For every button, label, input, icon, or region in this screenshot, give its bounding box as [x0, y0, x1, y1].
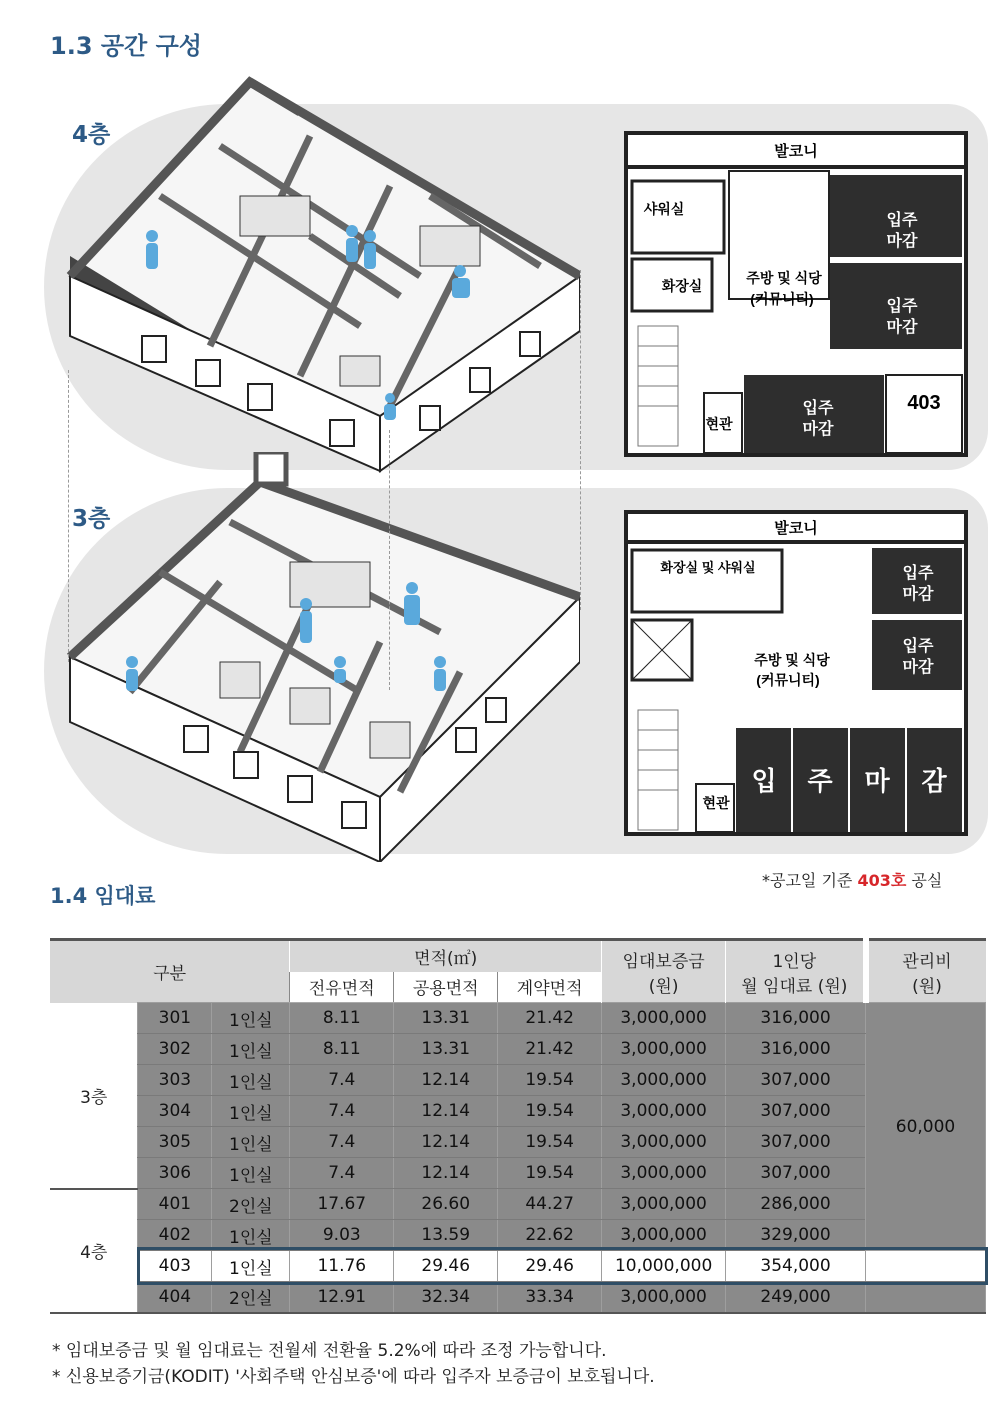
cell-room: 401 — [138, 1189, 212, 1220]
header-contract: 계약면적 — [498, 972, 602, 1003]
plan4-closed-b-1: 입주 — [886, 298, 918, 315]
cell-rent: 316,000 — [726, 1003, 866, 1034]
header-category: 구분 — [50, 940, 290, 1003]
cell-rent: 307,000 — [726, 1158, 866, 1189]
cell-exclusive: 11.76 — [290, 1251, 394, 1282]
cell-common: 29.46 — [394, 1251, 498, 1282]
guide-line-left — [68, 370, 69, 662]
cell-type: 1인실 — [212, 1220, 290, 1251]
footnote-1: * 임대보증금 및 월 임대료는 전월세 전환율 5.2%에 따라 조정 가능합니다. — [52, 1341, 607, 1361]
floor-3-isometric-drawing — [60, 452, 580, 862]
plan4-closed-c-1: 입주 — [802, 400, 834, 417]
header-area: 면적(㎡) — [290, 940, 602, 972]
plan3-community-label: (커뮤니티) — [756, 672, 820, 688]
cell-deposit: 3,000,000 — [602, 1158, 726, 1189]
table-row — [50, 1158, 986, 1189]
section-title-rent: 1.4 임대료 — [50, 884, 156, 908]
cell-rent: 307,000 — [726, 1065, 866, 1096]
cell-contract: 19.54 — [498, 1127, 602, 1158]
plan3-closed-a-2: 마감 — [902, 586, 934, 603]
plan3-closed-char-1: 입 — [751, 766, 777, 796]
cell-contract: 19.54 — [498, 1065, 602, 1096]
header-rent: 1인당 월 임대료 (원) — [726, 940, 866, 1003]
table-row-highlighted — [50, 1251, 986, 1282]
cell-exclusive: 7.4 — [290, 1096, 394, 1127]
cell-type: 1인실 — [212, 1065, 290, 1096]
floor-3-cell: 3층 — [50, 1003, 138, 1189]
cell-contract: 21.42 — [498, 1034, 602, 1065]
floor-4-isometric-drawing — [60, 76, 580, 476]
plan4-kitchen-label: 주방 및 식당 — [746, 270, 822, 286]
cell-common: 12.14 — [394, 1096, 498, 1127]
cell-rent: 307,000 — [726, 1127, 866, 1158]
floor-4-cell: 4층 — [50, 1189, 138, 1313]
cell-room: 305 — [138, 1127, 212, 1158]
floor-3-label: 3층 — [72, 506, 111, 532]
plan4-balcony-label: 발코니 — [774, 143, 818, 160]
cell-deposit: 3,000,000 — [602, 1220, 726, 1251]
cell-rent: 316,000 — [726, 1034, 866, 1065]
cell-room: 404 — [138, 1282, 212, 1313]
header-common: 공용면적 — [394, 972, 498, 1003]
floor-4-label: 4층 — [72, 122, 111, 148]
cell-common: 12.14 — [394, 1158, 498, 1189]
plan4-vacant-room-label: 403 — [907, 392, 941, 414]
header-exclusive: 전유면적 — [290, 972, 394, 1003]
cell-deposit: 3,000,000 — [602, 1003, 726, 1034]
plan3-closed-a-1: 입주 — [902, 565, 934, 582]
plan3-closed-b-1: 입주 — [902, 638, 934, 655]
cell-deposit: 10,000,000 — [602, 1251, 726, 1282]
footnote-2: * 신용보증기금(KODIT) '사회주택 안심보증'에 따라 입주자 보증금이 보호됩니다. — [52, 1367, 655, 1387]
cell-rent: 286,000 — [726, 1189, 866, 1220]
cell-common: 12.14 — [394, 1065, 498, 1096]
cell-room: 303 — [138, 1065, 212, 1096]
floor-4-plan — [624, 131, 968, 457]
plan3-closed-char-2: 주 — [807, 766, 833, 796]
cell-common: 13.31 — [394, 1034, 498, 1065]
cell-exclusive: 7.4 — [290, 1065, 394, 1096]
cell-common: 13.31 — [394, 1003, 498, 1034]
cell-contract: 21.42 — [498, 1003, 602, 1034]
header-deposit: 임대보증금 (원) — [602, 940, 726, 1003]
table-row — [50, 1003, 986, 1034]
cell-deposit: 3,000,000 — [602, 1189, 726, 1220]
table-row — [50, 1220, 986, 1251]
vacancy-note — [762, 868, 942, 891]
cell-type: 2인실 — [212, 1282, 290, 1313]
cell-type: 1인실 — [212, 1003, 290, 1034]
cell-rent: 354,000 — [726, 1251, 866, 1282]
vacancy-note-suffix: 공실 — [906, 871, 943, 890]
table-row — [50, 1096, 986, 1127]
cell-contract: 29.46 — [498, 1251, 602, 1282]
plan3-closed-b-2: 마감 — [902, 659, 934, 676]
cell-type: 1인실 — [212, 1096, 290, 1127]
cell-contract: 19.54 — [498, 1158, 602, 1189]
plan4-closed-a-1: 입주 — [886, 212, 918, 229]
cell-type: 1인실 — [212, 1127, 290, 1158]
plan3-balcony-label: 발코니 — [774, 520, 818, 537]
cell-deposit: 3,000,000 — [602, 1065, 726, 1096]
guide-line-middle — [389, 430, 390, 690]
cell-type: 1인실 — [212, 1034, 290, 1065]
plan3-toilet-shower-label: 화장실 및 샤워실 — [660, 560, 756, 575]
vacancy-note-prefix: *공고일 기준 — [762, 871, 858, 890]
cell-exclusive: 9.03 — [290, 1220, 394, 1251]
plan4-closed-a-2: 마감 — [886, 233, 918, 250]
plan4-entrance-label: 현관 — [705, 416, 733, 432]
plan4-community-label: (커뮤니티) — [750, 291, 814, 307]
cell-room: 302 — [138, 1034, 212, 1065]
cell-room: 304 — [138, 1096, 212, 1127]
fee-cell: 60,000 — [866, 1003, 986, 1251]
plan3-kitchen-label: 주방 및 식당 — [754, 652, 830, 668]
table-row — [50, 1034, 986, 1065]
cell-rent: 307,000 — [726, 1096, 866, 1127]
plan4-shower-label: 샤워실 — [643, 201, 685, 217]
plan4-toilet-label: 화장실 — [661, 278, 703, 294]
plan3-closed-char-3: 마 — [864, 766, 890, 796]
table-row — [50, 1282, 986, 1313]
cell-room: 403 — [138, 1251, 212, 1282]
cell-room: 301 — [138, 1003, 212, 1034]
cell-type: 2인실 — [212, 1189, 290, 1220]
table-row — [50, 1065, 986, 1096]
rent-table — [50, 938, 986, 1314]
cell-type: 1인실 — [212, 1251, 290, 1282]
section-title-space: 1.3 공간 구성 — [50, 32, 202, 60]
cell-common: 26.60 — [394, 1189, 498, 1220]
plan3-entrance-label: 현관 — [702, 795, 730, 811]
cell-exclusive: 17.67 — [290, 1189, 394, 1220]
vacancy-room: 403호 — [857, 871, 907, 890]
plan4-closed-b-2: 마감 — [886, 319, 918, 336]
cell-rent: 249,000 — [726, 1282, 866, 1313]
cell-contract: 33.34 — [498, 1282, 602, 1313]
cell-deposit: 3,000,000 — [602, 1282, 726, 1313]
table-row — [50, 1127, 986, 1158]
fee-cell-blank-last — [866, 1282, 986, 1313]
cell-type: 1인실 — [212, 1158, 290, 1189]
cell-contract: 19.54 — [498, 1096, 602, 1127]
cell-exclusive: 7.4 — [290, 1127, 394, 1158]
cell-exclusive: 8.11 — [290, 1003, 394, 1034]
cell-exclusive: 7.4 — [290, 1158, 394, 1189]
plan3-closed-char-4: 감 — [921, 766, 947, 796]
cell-exclusive: 12.91 — [290, 1282, 394, 1313]
cell-room: 402 — [138, 1220, 212, 1251]
header-fee: 관리비 (원) — [866, 940, 986, 1003]
cell-deposit: 3,000,000 — [602, 1127, 726, 1158]
cell-contract: 22.62 — [498, 1220, 602, 1251]
cell-common: 32.34 — [394, 1282, 498, 1313]
cell-deposit: 3,000,000 — [602, 1096, 726, 1127]
cell-exclusive: 8.11 — [290, 1034, 394, 1065]
table-row — [50, 1189, 986, 1220]
cell-contract: 44.27 — [498, 1189, 602, 1220]
guide-line-right — [580, 270, 581, 610]
cell-common: 13.59 — [394, 1220, 498, 1251]
fee-cell-blank — [866, 1251, 986, 1282]
cell-rent: 329,000 — [726, 1220, 866, 1251]
floor-3-plan — [624, 510, 968, 836]
cell-common: 12.14 — [394, 1127, 498, 1158]
cell-deposit: 3,000,000 — [602, 1034, 726, 1065]
plan4-closed-c-2: 마감 — [802, 421, 834, 438]
cell-room: 306 — [138, 1158, 212, 1189]
